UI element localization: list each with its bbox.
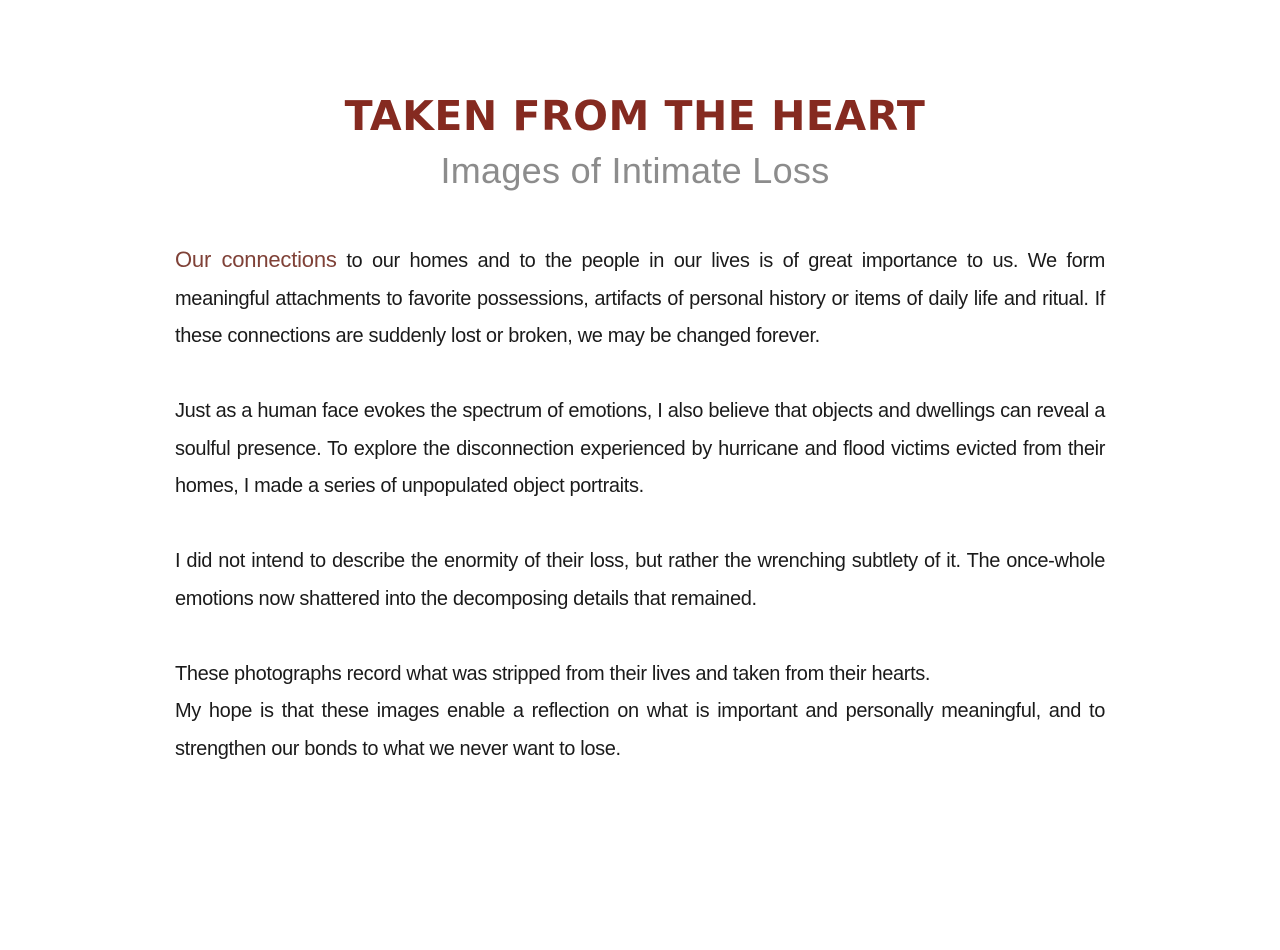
statement-lead-phrase: Our connections bbox=[175, 247, 337, 272]
page-subtitle: Images of Intimate Loss bbox=[440, 150, 830, 191]
artist-statement bbox=[175, 241, 1105, 768]
statement-paragraph-1 bbox=[175, 241, 1105, 356]
page-title: TAKEN FROM THE HEART bbox=[344, 92, 926, 140]
statement-paragraph-3: I did not intend to describe the enormity of their loss, but rather the wrenching subtlety of it. The once-whole emotions now shattered into the decomposing details that remained. bbox=[175, 550, 1105, 610]
statement-paragraph-1-text: to our homes and to the people in our lives is of great importance to us. We form meaningful attachments to favorite possessions, artifacts of personal history or items of daily life and ritual. If these connections are suddenly lost or broken, we may be changed forever. bbox=[175, 250, 1105, 347]
statement-paragraph-4-line-1: These photographs record what was stripped from their lives and taken from their hearts. bbox=[175, 662, 931, 685]
statement-paragraph-4-line-2: My hope is that these images enable a reflection on what is important and personally meaningful, and to strengthen our bonds to what we never want to lose. bbox=[175, 700, 1105, 760]
statement-paragraph-2: Just as a human face evokes the spectrum of emotions, I also believe that objects and dwellings can reveal a soulful presence. To explore the disconnection experienced by hurricane and flood victims evicted from their homes, I made a series of unpopulated object portraits. bbox=[175, 400, 1105, 497]
statement-paragraph-4 bbox=[175, 656, 1105, 769]
